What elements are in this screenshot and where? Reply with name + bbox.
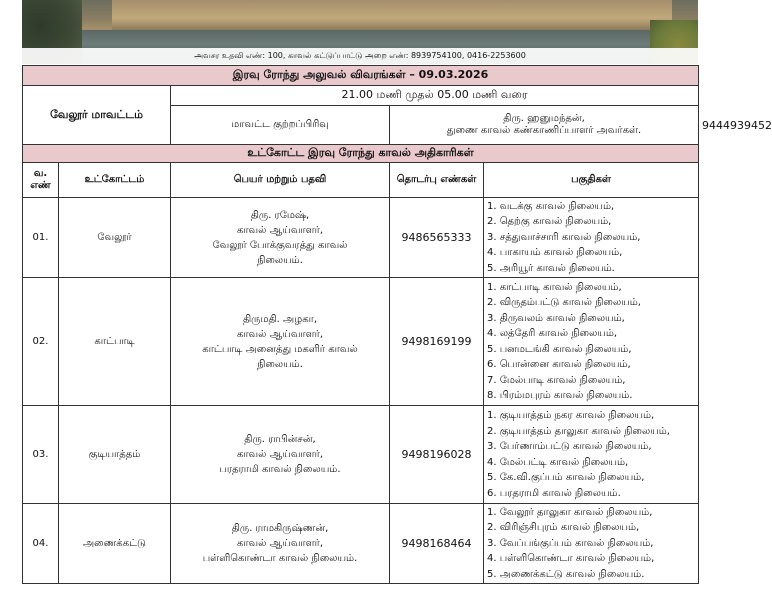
header-areas: பகுதிகள் — [484, 163, 699, 198]
officer-line: திரு. ரமேஷ், — [250, 209, 310, 221]
area-item: 1. காட்பாடி காவல் நிலையம், — [487, 281, 622, 293]
section-title: உட்கோட்ட இரவு ரோந்து காவல் அதிகாரிகள் — [23, 145, 699, 163]
row-areas — [484, 504, 699, 584]
area-item: 2. குடியாத்தம் தாலுகா காவல் நிலையம், — [487, 425, 670, 437]
header-name: பெயர் மற்றும் பதவி — [171, 163, 390, 198]
table-row — [23, 504, 699, 584]
header-subdivision: உட்கோட்டம் — [59, 163, 171, 198]
row-phone: 9498168464 — [390, 504, 484, 584]
officer-line: திருமதி. அழகா, — [242, 313, 318, 325]
area-item: 5. அணைக்கட்டு காவல் நிலையம். — [487, 568, 645, 580]
officer-rank: துணை காவல் கண்காணிப்பாளர் அவர்கள். — [446, 125, 642, 136]
row-no: 04. — [23, 504, 59, 584]
officer-line: பள்ளிகொண்டா காவல் நிலையம். — [202, 553, 358, 564]
officer-line: காவல் ஆய்வாளர், — [236, 328, 324, 340]
area-item: 4. பள்ளிகொண்டா காவல் நிலையம், — [487, 553, 655, 565]
officer-line: நிலையம். — [257, 358, 303, 370]
officer-line: திரு. ராமகிருஷ்ணன், — [231, 523, 329, 534]
area-item: 3. பேர்ணாம்பட்டு காவல் நிலையம், — [487, 441, 652, 452]
officer-line: காவல் ஆய்வாளர், — [236, 449, 324, 460]
row-areas — [484, 406, 699, 504]
row-no: 01. — [23, 198, 59, 278]
area-item: 6. பரதராமி காவல் நிலையம். — [487, 487, 621, 499]
table-row — [23, 278, 699, 406]
officer-line: காட்பாடி அனைத்து மகளிர் காவல் — [202, 343, 358, 355]
officer-line: பரதராமி காவல் நிலையம். — [219, 464, 341, 475]
area-item: 3. சத்துவாச்சாரி காவல் நிலையம், — [487, 231, 641, 243]
district-unit-label: மாவட்ட குற்றப்பிரிவு — [171, 106, 390, 145]
district-unit-officer — [390, 106, 699, 145]
row-officer — [171, 198, 390, 278]
header-no: வ. எண் — [23, 163, 59, 198]
row-areas — [484, 278, 699, 406]
area-item: 2. தெற்கு காவல் நிலையம், — [487, 216, 612, 228]
time-range: 21.00 மணி முதல் 05.00 மணி வரை — [171, 86, 699, 106]
row-subdivision: குடியாத்தம் — [59, 406, 171, 504]
row-subdivision: வேலூர் — [59, 198, 171, 278]
row-officer — [171, 278, 390, 406]
area-item: 4. பாகாயம் காவல் நிலையம், — [487, 247, 623, 259]
area-item: 1. வடக்கு காவல் நிலையம், — [487, 200, 615, 212]
header-phone: தொடர்பு எண்கள் — [390, 163, 484, 198]
row-officer — [171, 504, 390, 584]
area-item: 2. விருதம்பட்டு காவல் நிலையம், — [487, 297, 641, 308]
area-item: 7. மேல்பாடி காவல் நிலையம், — [487, 374, 626, 386]
row-no: 02. — [23, 278, 59, 406]
row-subdivision: அணைக்கட்டு — [59, 504, 171, 584]
area-item: 5. கே.வி.குப்பம் காவல் நிலையம், — [487, 472, 645, 483]
officer-line: காவல் ஆய்வாளர், — [236, 538, 324, 549]
fort-wall-image — [112, 0, 672, 30]
row-phone: 9498196028 — [390, 406, 484, 504]
area-item: 2. விரிஞ்சிபுரம் காவல் நிலையம், — [487, 522, 640, 534]
row-phone: 9498169199 — [390, 278, 484, 406]
officer-name: திரு. ஹனுமந்தன், — [503, 113, 585, 124]
officer-line: நிலையம். — [257, 254, 303, 266]
area-item: 1. வேலூர் தாலுகா காவல் நிலையம், — [487, 506, 653, 518]
row-no: 03. — [23, 406, 59, 504]
table-row — [23, 406, 699, 504]
area-item: 1. குடியாத்தம் நகர காவல் நிலையம், — [487, 410, 655, 421]
document-title: இரவு ரோந்து அலுவல் விவரங்கள் – 09.03.2026 — [23, 66, 699, 86]
area-item: 4. லத்தேரி காவல் நிலையம், — [487, 328, 618, 339]
area-item: 8. பிரம்மபுரம் காவல் நிலையம். — [487, 390, 633, 401]
row-subdivision: காட்பாடி — [59, 278, 171, 406]
area-item: 5. அரியூர் காவல் நிலையம். — [487, 262, 615, 274]
officer-line: வேலூர் போக்குவரத்து காவல் — [212, 239, 348, 251]
area-item: 5. பனமடங்கி காவல் நிலையம், — [487, 343, 632, 355]
row-officer — [171, 406, 390, 504]
contact-line: அவசர உதவி எண்: 100, காவல் கட்டுப்பாட்டு அறை எண்: 8939754100, 0416-2253600 — [22, 48, 698, 64]
area-item: 3. திருவலம் காவல் நிலையம், — [487, 312, 625, 324]
district-label: வேலூர் மாவட்டம் — [23, 86, 171, 145]
night-patrol-table: இரவு ரோந்து அலுவல் விவரங்கள் – 09.03.2026 வேலூர் மாவட்டம் 21.00 மணி முதல் 05.00 மணி வரை மாவட்ட குற்றப்பிரிவு திரு. ஹனுமந்தன், துணை காவல் கண்காணிப்பாளர் அவர்கள். 9444939452 உட்கோட்ட இரவு ரோந்து காவல் அதிகாரிகள் வ. எண் உட்கோட்டம் பெயர் மற்றும் பதவி தொடர்பு எண்கள் பகுதிகள் 01. வேலூர் திரு. ரமேஷ், காவல் ஆய்வாளர், வேலூர் போக்குவரத்து காவல் நிலையம். 9486565333 1. வடக்கு காவல் நிலையம், 2. தெற்கு காவல் நிலையம், 3. சத்துவாச்சாரி காவல் நிலையம், 4. பாகாயம் காவல் நிலையம், 5. அரியூர் காவல் நிலையம். 02. காட்பாடி திருமதி. அழகா, காவல் ஆய்வாளர், காட்பாடி அனைத்து மகளிர் காவல் நிலையம். 9498169199 1. காட்பாடி காவல் நிலையம், 2. விருதம்பட்டு காவல் நிலையம், 3. திருவலம் காவல் நிலையம், 4. லத்தேரி காவல் நிலையம், 5. பனமடங்கி காவல் நிலையம், 6. பொன்னை காவல் நிலையம், 7. மேல்பாடி காவல் நிலையம், 8. பிரம்மபுரம் காவல் நிலையம். 03. குடியாத்தம் திரு. ராபின்சன், காவல் ஆய்வாளர், பரதராமி காவல் நிலையம். 9498196028 1. குடியாத்தம் நகர காவல் நிலையம், 2. குடியாத்தம் தாலுகா காவல் நிலையம், 3. பேர்ணாம்பட்டு காவல் நிலையம், 4. மேல்பட்டி காவல் நிலையம், 5. கே.வி.குப்பம் காவல் நிலையம், 6. பரதராமி காவல் நிலையம். 04. அணைக்கட்டு திரு. ராமகிருஷ்ணன், காவல் ஆய்வாளர், பள்ளிகொண்டா காவல் நிலையம். 9498168464 1. வேலூர் தாலுகா காவல் நிலையம், 2. விரிஞ்சிபுரம் காவல் நிலையம், 3. வேப்பங்குப்பம் காவல் நிலையம், 4. பள்ளிகொண்டா காவல் நிலையம், 5. அணைக்கட்டு காவல் நிலையம். — [22, 65, 699, 584]
row-phone: 9486565333 — [390, 198, 484, 278]
table-row — [23, 198, 699, 278]
area-item: 3. வேப்பங்குப்பம் காவல் நிலையம், — [487, 537, 654, 549]
area-item: 6. பொன்னை காவல் நிலையம், — [487, 359, 631, 370]
officer-line: திரு. ராபின்சன், — [244, 434, 316, 445]
header-banner — [22, 0, 698, 64]
officer-line: காவல் ஆய்வாளர், — [236, 224, 324, 236]
row-areas — [484, 198, 699, 278]
area-item: 4. மேல்பட்டி காவல் நிலையம், — [487, 456, 629, 468]
